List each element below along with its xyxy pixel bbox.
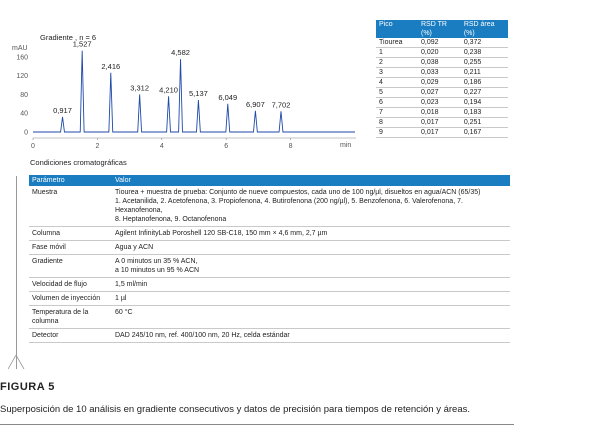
table-cell: 5 [376, 88, 418, 98]
x-tick-label: 2 [95, 143, 100, 150]
table-cell: 60 °C [112, 306, 510, 329]
rsd-header-cell: RSD TR (%) [418, 20, 461, 38]
conditions-title: Condiciones cromatográficas [30, 158, 127, 167]
x-tick-label: 4 [159, 143, 164, 150]
y-tick-label: 160 [16, 54, 28, 62]
table-cell: 0,027 [418, 88, 461, 98]
table-row [29, 227, 510, 241]
peak-label: 1,527 [72, 39, 92, 49]
table-cell: Temperatura de la columna [29, 306, 112, 329]
table-row [29, 329, 510, 343]
table-cell: 0,033 [418, 68, 461, 78]
table-row [376, 98, 508, 108]
peak-label: 0,917 [53, 105, 72, 115]
table-cell: 0,211 [461, 68, 508, 78]
y-tick-label: 80 [20, 91, 28, 99]
table-cell: 0,183 [461, 108, 508, 118]
table-row [29, 186, 510, 227]
y-tick-label: 0 [24, 129, 28, 137]
table-cell: 0,017 [418, 128, 461, 138]
table-row [376, 68, 508, 78]
table-cell: 1,5 ml/min [112, 278, 510, 292]
table-cell: 0,251 [461, 118, 508, 128]
table-cell: Fase móvil [29, 241, 112, 255]
table-cell: Detector [29, 329, 112, 343]
table-cell: 0,023 [418, 98, 461, 108]
table-cell: 0,038 [418, 58, 461, 68]
table-cell: 0,167 [461, 128, 508, 138]
rsd-table-body [376, 38, 508, 138]
peak-label: 5,137 [189, 89, 208, 99]
y-tick-labels [16, 54, 28, 136]
table-cell: Tiourea + muestra de prueba: Conjunto de nueve compuestos, cada uno de 100 ng/µl, disueltos en agua/ACN (65/35) 1. Acetanilida, 2. Acetofenona, 3. Propiofenona, 4. Butirofenona (200 ng/µl), 5. Benzofenona, 6. Valerofenona, 7. Hexanofenona, 8. Heptanofenona, 9. Octanofenona [112, 186, 510, 227]
table-cell: 0,092 [418, 38, 461, 48]
table-cell: 3 [376, 68, 418, 78]
chart-title: Gradiente , n = 6 [40, 33, 97, 42]
rsd-header-cell: Pico [376, 20, 418, 38]
table-cell: 4 [376, 78, 418, 88]
table-cell: Gradiente [29, 255, 112, 278]
table-cell: DAD 245/10 nm, ref. 400/100 nm, 20 Hz, celda estándar [112, 329, 510, 343]
table-cell: 8 [376, 118, 418, 128]
peak-label: 6,049 [218, 92, 238, 102]
figure-label: FIGURA 5 [0, 381, 55, 393]
table-cell: 0,238 [461, 48, 508, 58]
table-row [376, 118, 508, 128]
peak-label: 4,582 [171, 48, 190, 58]
x-tick-label: 8 [288, 143, 293, 150]
table-row [29, 241, 510, 255]
table-row [376, 88, 508, 98]
rsd-table-header [376, 20, 508, 38]
table-cell: 1 µl [112, 292, 510, 306]
table-cell: 2 [376, 58, 418, 68]
table-cell: 0,194 [461, 98, 508, 108]
table-cell: A 0 minutos un 35 % ACN, a 10 minutos un 95 % ACN [112, 255, 510, 278]
figure-caption: Superposición de 10 análisis en gradiente consecutivos y datos de precisión para tiempos de retención y áreas. [0, 404, 471, 415]
table-cell: Columna [29, 227, 112, 241]
y-tick-label: 120 [16, 73, 28, 81]
table-cell: 0,372 [461, 38, 508, 48]
table-row [376, 108, 508, 118]
callout-line [16, 176, 17, 369]
table-row [376, 78, 508, 88]
table-row [29, 292, 510, 306]
table-cell: 0,186 [461, 78, 508, 88]
y-tick-label: 40 [20, 110, 28, 118]
table-cell: 7 [376, 108, 418, 118]
peak-label: 3,312 [130, 83, 150, 93]
peak-label: 2,416 [101, 61, 121, 71]
conditions-table-header [29, 175, 510, 186]
table-cell: Agilent InfinityLab Poroshell 120 SB-C18, 150 mm × 4,6 mm, 2,7 µm [112, 227, 510, 241]
x-tick-label: 6 [224, 143, 229, 150]
table-cell: 0,018 [418, 108, 461, 118]
callout-arrow [8, 355, 28, 371]
table-row [29, 278, 510, 292]
table-cell: Volumen de inyección [29, 292, 112, 306]
table-cell: 6 [376, 98, 418, 108]
x-axis-label: min [340, 142, 352, 149]
chromatogram-chart [0, 0, 370, 155]
peak-label: 6,907 [246, 99, 265, 109]
table-row [376, 38, 508, 48]
table-row [29, 306, 510, 329]
y-axis-label: mAU [12, 45, 28, 52]
table-cell: 9 [376, 128, 418, 138]
table-cell: 1 [376, 48, 418, 58]
table-cell: 0,227 [461, 88, 508, 98]
table-cell: Agua y ACN [112, 241, 510, 255]
table-cell: Tiourea [376, 38, 418, 48]
rsd-table [376, 20, 508, 138]
peak-labels [53, 40, 290, 115]
table-row [376, 48, 508, 58]
conditions-header-cell: Parámetro [29, 175, 112, 186]
table-cell: 0,017 [418, 118, 461, 128]
table-cell: Velocidad de flujo [29, 278, 112, 292]
x-tick-labels [31, 138, 293, 150]
x-tick-label: 0 [31, 143, 35, 150]
conditions-header-cell: Valor [112, 175, 510, 186]
table-cell: 0,255 [461, 58, 508, 68]
caption-rule [0, 424, 514, 425]
table-cell: 0,020 [418, 48, 461, 58]
peak-label: 4,210 [159, 85, 178, 95]
table-cell: 0,029 [418, 78, 461, 88]
table-row [376, 58, 508, 68]
peak-label: 7,702 [271, 100, 291, 110]
conditions-table [29, 175, 510, 343]
table-row [29, 255, 510, 278]
conditions-table-body [29, 186, 510, 343]
table-row [376, 128, 508, 138]
rsd-header-cell: RSD área (%) [461, 20, 508, 38]
table-cell: Muestra [29, 186, 112, 227]
